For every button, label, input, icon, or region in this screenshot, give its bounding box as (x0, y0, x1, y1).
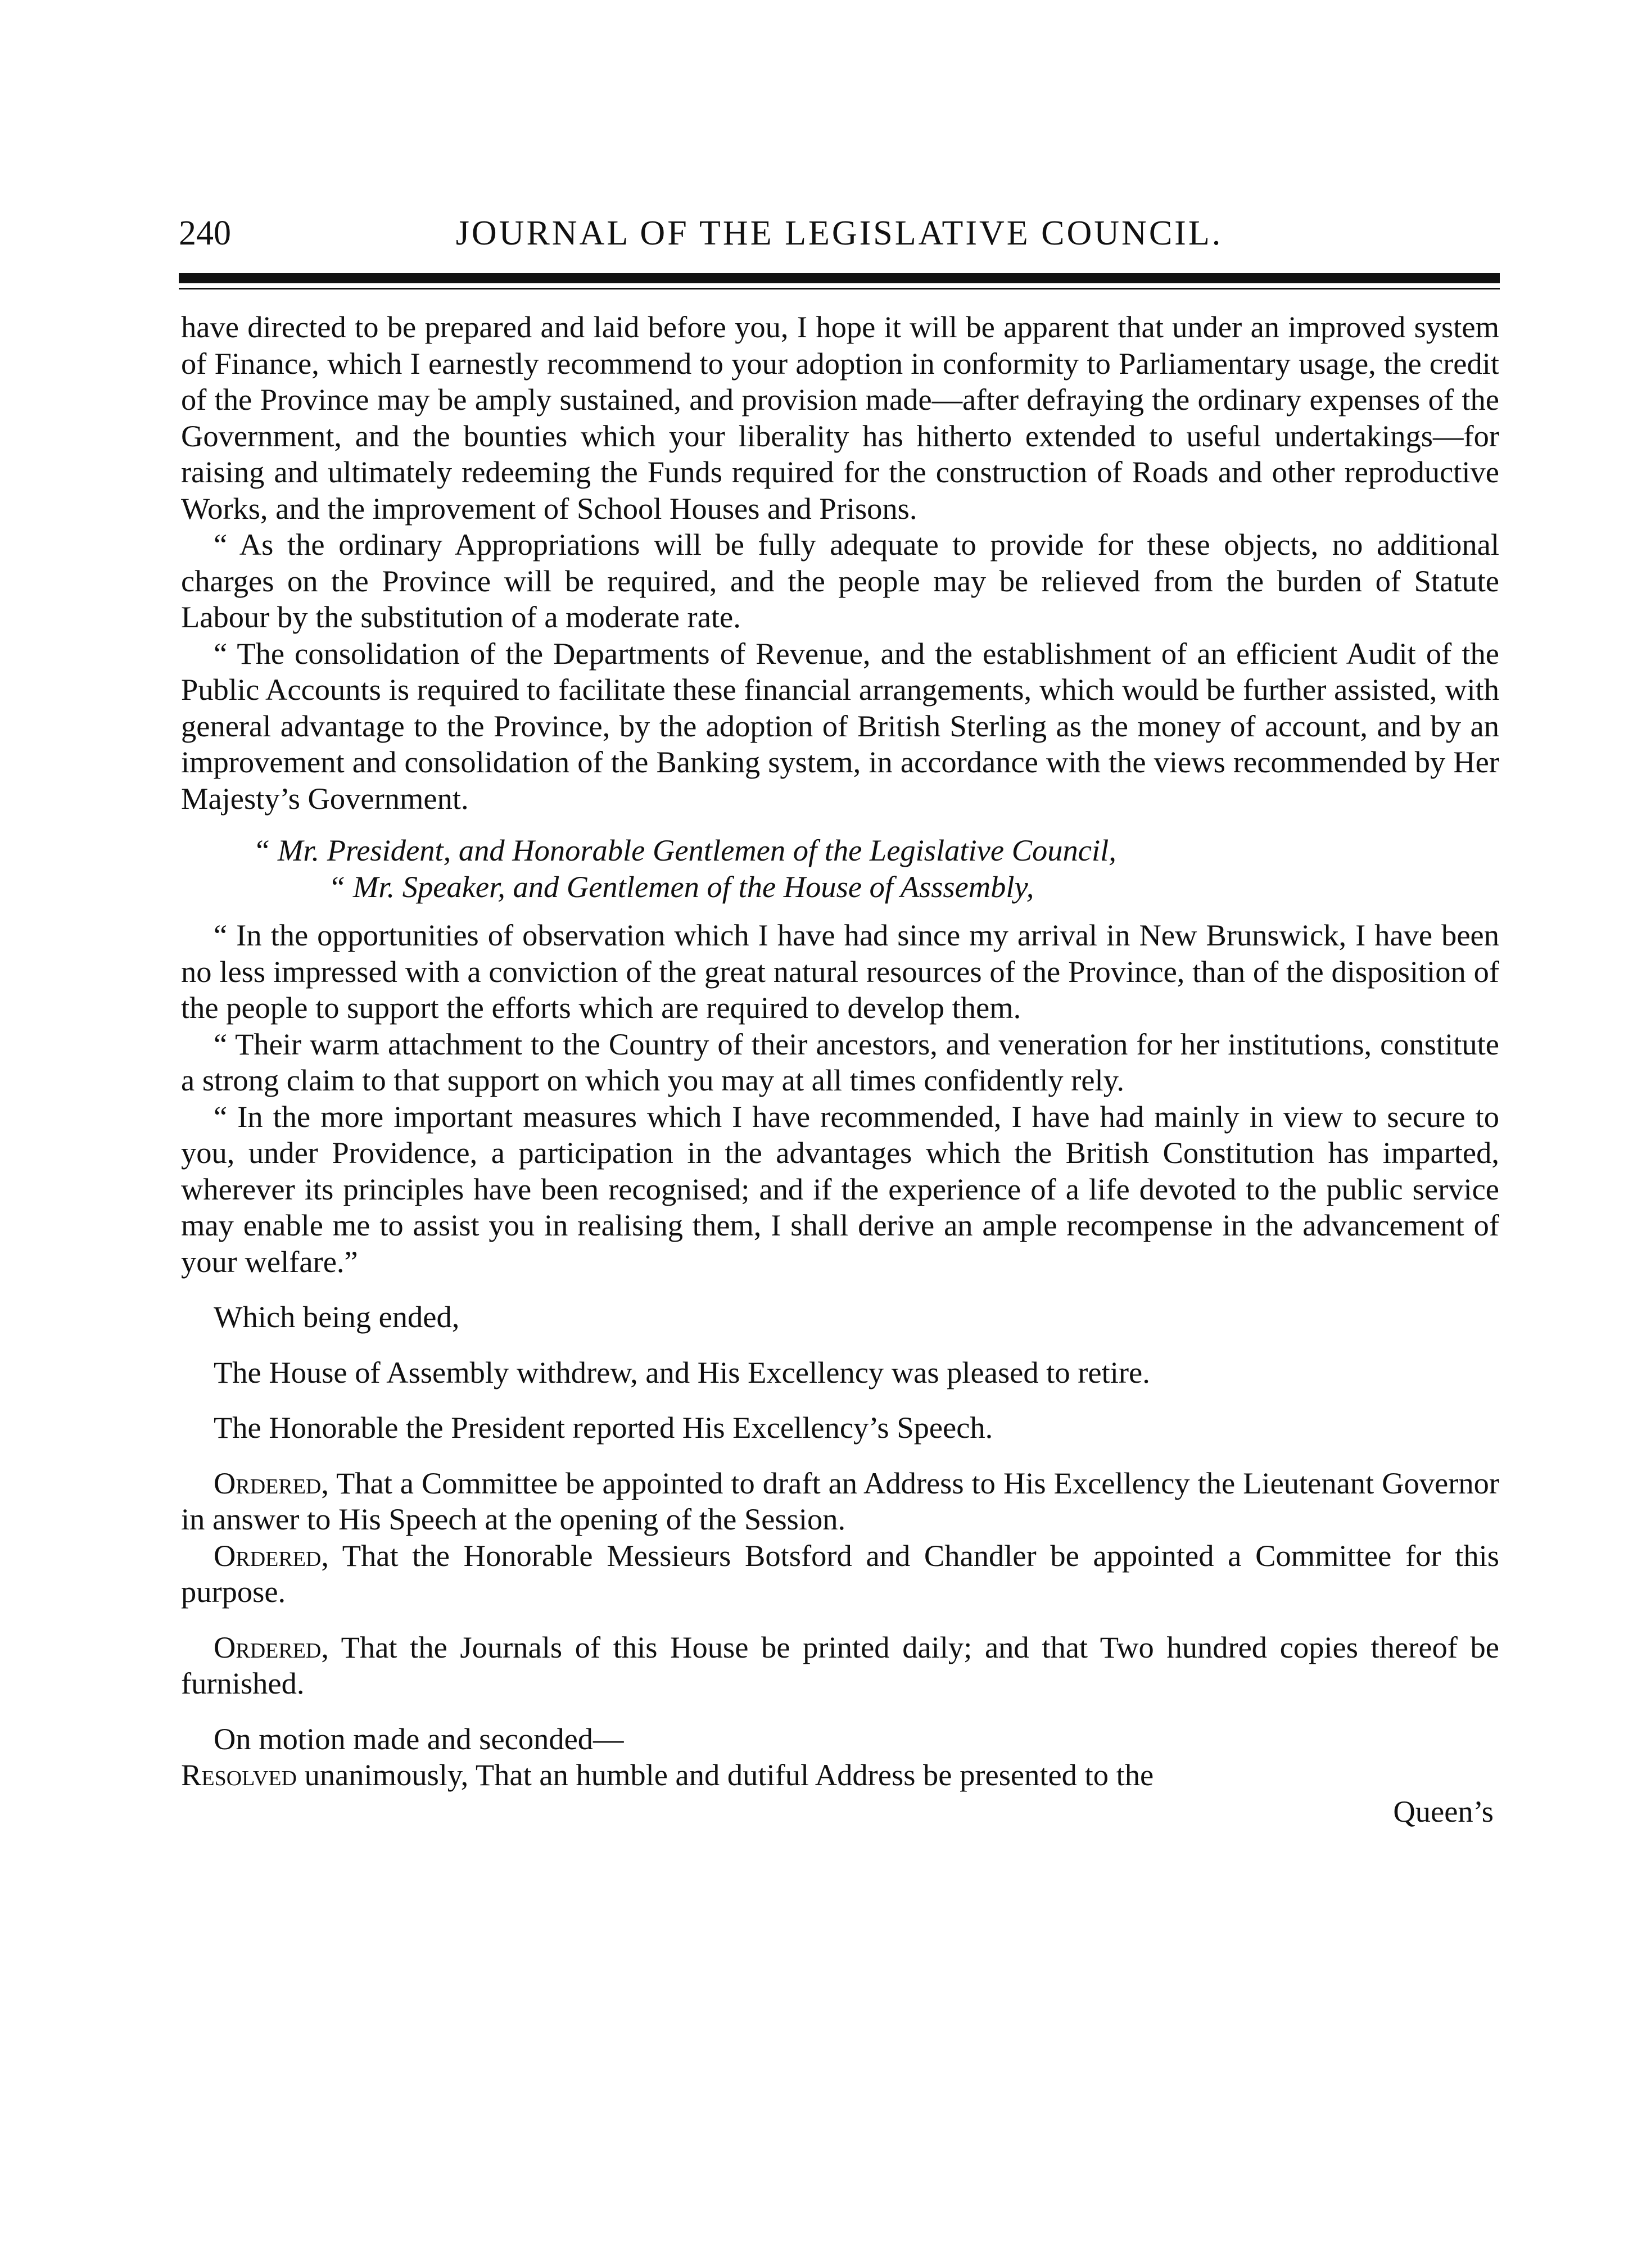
resolved-label: Resolved (181, 1758, 297, 1792)
page-number: 240 (179, 214, 231, 252)
ordered-label: Ordered, (214, 1465, 329, 1500)
header-rule (179, 273, 1500, 283)
paragraph-continuation: have directed to be prepared and laid before you, I hope it will be apparent that under an improved system of Finance, which I earnestly recommend to your adoption in conformity to Parliamentary usage, the credit of the Province may be amply sustained, and provision made—after defraying the ordinary expenses of the Government, and the bounties which your liberality has hitherto extended to useful undertakings—for raising and ultimately redeeming the Funds required for the construction of Roads and other reproductive Works, and the improvement of School Houses and Prisons. (181, 310, 1499, 526)
paragraph-observation: “ In the opportunities of observation which I have had since my arrival in New Brunswick, I have been no less impressed with a conviction of the great natural resources of the Province, than of the disposition of the people to support the efforts which are required to develop them. (181, 918, 1499, 1025)
paragraph-motion: On motion made and seconded— (214, 1721, 624, 1756)
paragraph-ordered-committee (181, 1465, 1499, 1538)
page-header (179, 211, 1500, 256)
ordered-label: Ordered, (214, 1629, 329, 1664)
paragraph-measures: “ In the more important measures which I have recommended, I have had mainly in view to secure to you, under Providence, a participation in the advantages which the British Constitution has imparted, wherever its principles have been recognised; and if the experience of a life devoted to the public service may enable me to assist you in realising them, I shall derive an ample recompense in the advancement of your welfare.” (181, 1099, 1499, 1279)
paragraph-consolidation: “ The consolidation of the Departments of Revenue, and the establishment of an efficient Audit of the Public Accounts is required to facilitate these financial arrangements, which would be further assisted, with general advantage to the Province, by the adoption of British Sterling as the money of account, and by an improvement and consolidation of the Banking system, in accordance with the views recommended by Her Majesty’s Government. (181, 636, 1499, 816)
paragraph-ordered-journals (181, 1629, 1499, 1702)
ordered-text: That a Committee be appointed to draft an Address to His Excellency the Lieutenant Governor in answer to His Speech at the opening of the Session. (181, 1465, 1499, 1536)
paragraph-ordered-members (181, 1538, 1499, 1610)
ordered-text: That the Honorable Messieurs Botsford and Chandler be appointed a Committee for this purpose. (181, 1538, 1499, 1609)
paragraph-resolved (181, 1757, 1499, 1794)
page-body (181, 309, 1499, 1830)
ordered-label: Ordered, (214, 1538, 329, 1573)
address-line-assembly: “ Mr. Speaker, and Gentlemen of the House of Asssembly, (328, 869, 1034, 904)
paragraph-president-reported: The Honorable the President reported His Excellency’s Speech. (214, 1410, 993, 1445)
catchword: Queen’s (1393, 1794, 1494, 1828)
paragraph-assembly-withdrew: The House of Assembly withdrew, and His Excellency was pleased to retire. (214, 1355, 1150, 1389)
ordered-text: That the Journals of this House be printed daily; and that Two hundred copies thereof be furnished. (181, 1629, 1499, 1700)
running-title: JOURNAL OF THE LEGISLATIVE COUNCIL. (455, 214, 1223, 252)
paragraph-attachment: “ Their warm attachment to the Country of their ancestors, and veneration for her institutions, constitute a strong claim to that support on which you may at all times confidently rely. (181, 1026, 1499, 1097)
paragraph-appropriations: “ As the ordinary Appropriations will be fully adequate to provide for these objects, no additional charges on the Province will be required, and the people may be relieved from the burden of Statute Labour by the substitution of a moderate rate. (181, 527, 1499, 634)
resolved-text: unanimously, That an humble and dutiful Address be presented to the (296, 1758, 1154, 1792)
address-line-council: “ Mr. President, and Honorable Gentlemen of the Legislative Council, (253, 833, 1116, 867)
paragraph-which-being-ended: Which being ended, (214, 1300, 460, 1334)
header-rule-thin (179, 288, 1500, 289)
